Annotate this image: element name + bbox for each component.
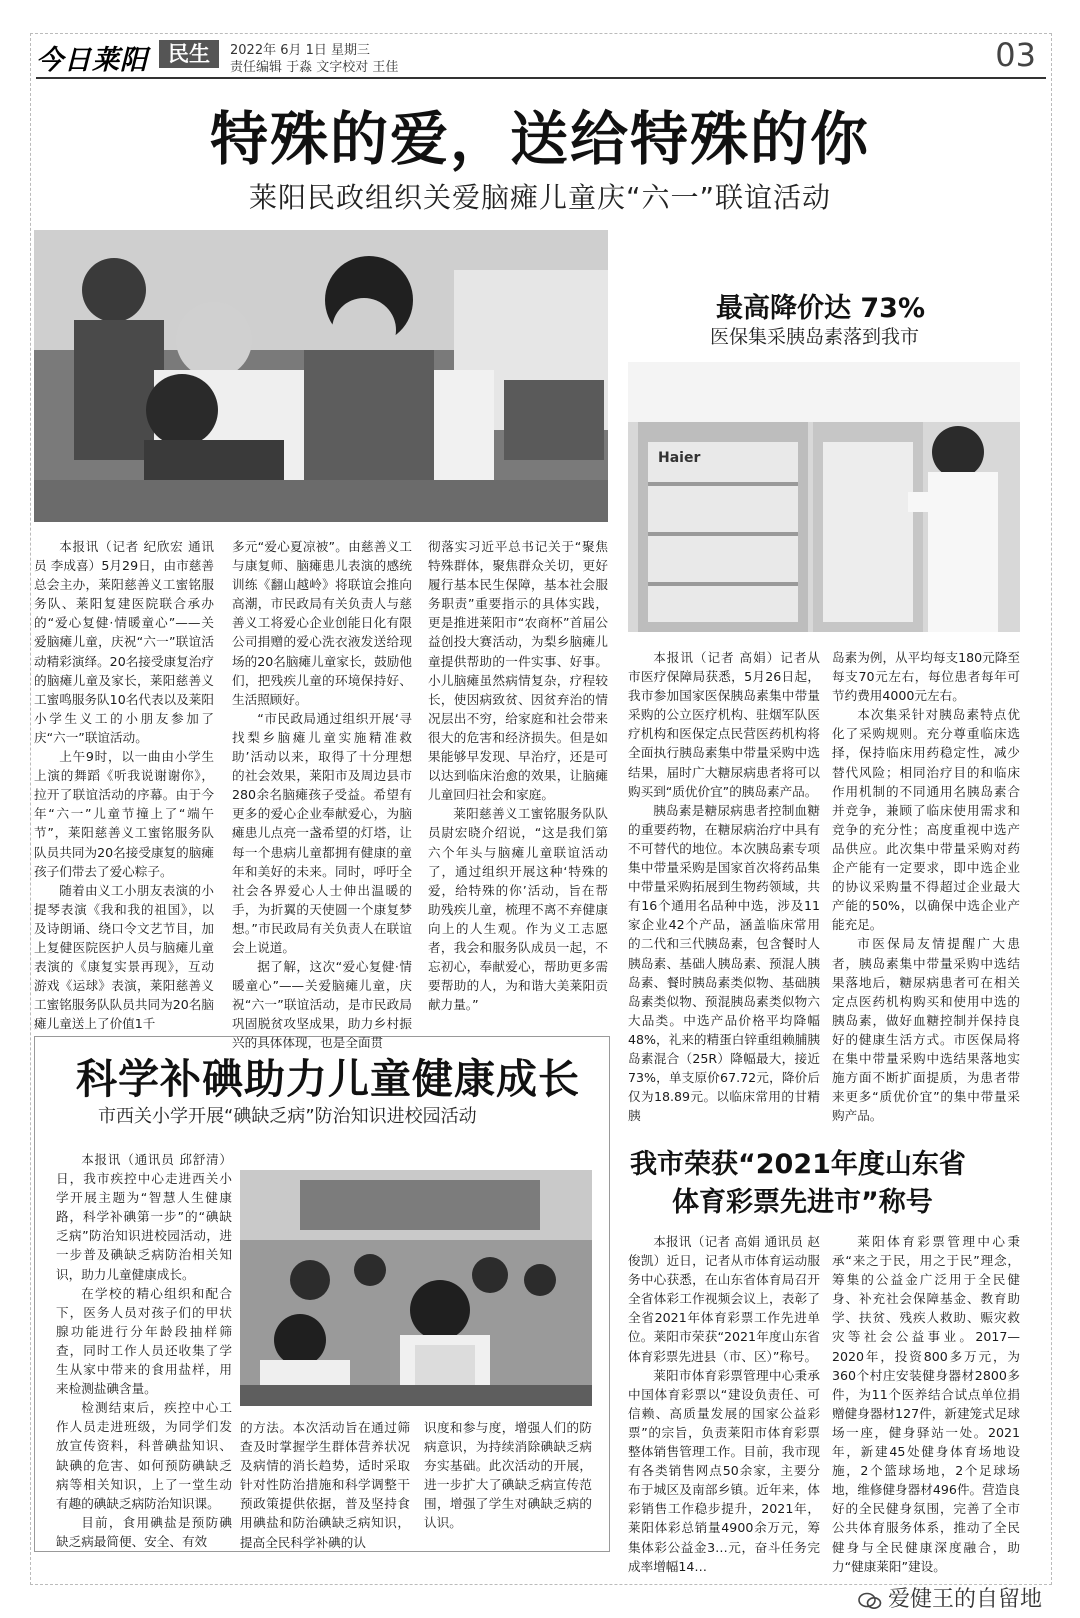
lead-photo-image: [34, 230, 608, 522]
lead-headline: 特殊的爱，送给特殊的你: [209, 105, 870, 173]
newspaper-logo: 今日莱阳: [36, 45, 148, 76]
lead-col3-para-1: 彻落实习近平总书记关于“聚焦特殊群体，聚焦群众关切，更好履行基本民生保障，基本社会服务职责”重要指示的具体实践，更是推进莱阳市“农商杯”首届公益创投大赛活动，为梨乡脑瘫儿童提供帮助的一件实事、好事。小儿脑瘫虽然病情复杂，疗程较长，使因病致贫、因贫弃治的情况层出不穷，给家庭和社会带来很大的危害和经济损失。但是如果能够早发现、早治疗，还是可以达到临床治愈的效果，让脑瘫儿童回归社会和家庭。: [428, 539, 608, 803]
insulin-column-1: [628, 648, 820, 1125]
insulin-column-2: [832, 648, 1020, 1125]
iodine-photo-image: [240, 1170, 592, 1406]
lottery-col1-para-1: 本报讯（记者 高娟 通讯员 赵俊凯）近日，记者从市体育运动服务中心获悉，在山东省体育局召开全省体彩工作视频会议上，表彰了全省2021年体育彩票工作先进单位。莱阳市荣获“2021年度山东省体育彩票先进县（市、区）”称号。: [628, 1234, 820, 1364]
lead-col1-para-1: 本报讯（记者 纪欣宏 通讯员 李成喜）5月29日，由市慈善总会主办，莱阳慈善义工蜜铭服务队、莱阳复建医院联合承办的“爱心复健·情暖童心”——关爱脑瘫儿童，庆祝“六一”联谊活动精彩演绎。20名接受康复治疗的脑瘫儿童及家长，莱阳慈善义工蜜鸣服务队10名代表以及莱阳小学生义工的小朋友参加了庆“六一”联谊活动。: [34, 539, 214, 745]
iodine-photo: [240, 1170, 592, 1406]
insulin-col1-para-1: 本报讯（记者 高娟）记者从市医疗保障局获悉，5月26日起，我市参加国家医保胰岛素集中带量采购的公立医疗机构、驻烟军队医疗机构和医保定点民营医药机构将全面执行胰岛素集中带量采购中选结果，届时广大糖尿病患者将可以购买到“质优价宜”的胰岛素产品。: [628, 650, 820, 799]
haier-brand-text: Haier: [658, 450, 701, 466]
lead-col1-para-3: 随着由义工小朋友表演的小提琴表演《我和我的祖国》，以及诗朗诵、绕口令文艺节目，加上复健医院医护人员与脑瘫儿童表演的《康复实景再现》，互动游戏《运球》表演，莱阳慈善义工蜜铭服务队队员共同为20名脑瘫儿童送上了价值1千: [34, 882, 214, 1032]
iodine-col1-para-1: 本报讯（通讯员 邱舒清）日，我市疾控中心走进西关小学开展主题为“智慧人生健康路，科学补碘第一步”的“碘缺乏病”防治知识进校园活动，进一步普及碘缺乏病防治相关知识，助力儿童健康成长。: [56, 1152, 232, 1282]
iodine-subheadline: 市西关小学开展“碘缺乏病”防治知识进校园活动: [98, 1106, 477, 1127]
insulin-photo: [628, 362, 1020, 632]
lead-column-3: [428, 537, 608, 1014]
lottery-headline-line-2: 体育彩票先进市”称号: [672, 1187, 933, 1218]
lottery-column-2: [832, 1232, 1020, 1576]
lead-col2-para-3: 据了解，这次“爱心复健·情暖童心”——关爱脑瘫儿童，庆祝“六一”联谊活动，是市民政局巩固脱贫攻坚成果，助力乡村振兴的具体体现，也是全面贯: [232, 959, 412, 1051]
iodine-col1-para-2: 在学校的精心组织和配合下，医务人员对孩子们的甲状腺功能进行分年龄段抽样筛查，同时工作人员还收集了学生从家中带来的食用盐样，用来检测盐碘含量。: [56, 1285, 232, 1397]
lottery-col2-para-1: 莱阳体育彩票管理中心秉承“来之于民，用之于民”理念，筹集的公益金广泛用于全民健身、补充社会保障基金、教育助学、扶贫、残疾人救助、赈灾救灾等社会公益事业。2017—2020年，投资800多万元，为360个村庄安装健身器材2800多件，为11个医养结合试点单位捐赠健身器材127件，新建笼式足球场一座，健身驿站一处。2021年，新建45处健身体育场地设施，2个篮球场地，2个足球场地，维修健身器材496件。营造良好的全民健身氛围，完善了全市公共体育服务体系，推动了全民健身与全民健康深度融合，助力“健康莱阳”建设。: [832, 1234, 1020, 1574]
lead-subheadline: 莱阳民政组织关爱脑瘫儿童庆“六一”联谊活动: [248, 181, 831, 214]
iodine-headline: 科学补碘助力儿童健康成长: [76, 1055, 580, 1103]
iodine-col3-para-1: 识度和参与度，增强人们的防病意识，为持续消除碘缺乏病夯实基础。此次活动的开展，进一步扩大了碘缺乏病宣传范围，增强了学生对碘缺乏病的认识。: [424, 1420, 592, 1531]
insulin-photo-image: [628, 362, 1020, 632]
insulin-col2-para-1: 岛素为例，从平均每支180元降至每支70元左右，每位患者每年可节约费用4000元左右。: [832, 650, 1020, 704]
iodine-col1-para-3: 检测结束后，疾控中心工作人员走进班级，为同学们发放宣传资料，科普碘盐知识、缺碘的危害、如何预防碘缺乏病等相关知识，上了一堂生动有趣的碘缺乏病防治知识课。: [56, 1400, 232, 1511]
section-tag: 民生: [159, 40, 219, 68]
lead-col1-para-2: 上午9时，以一曲由小学生上演的舞蹈《听我说谢谢你》，拉开了联谊活动的序幕。由于今年“六一”儿童节撞上了“端午节”，莱阳慈善义工蜜铭服务队队员共同为20名接受康复的脑瘫孩子们带去了爱心粽子。: [34, 749, 214, 879]
editor-credits: 责任编辑 于淼 文字校对 王佳: [230, 60, 399, 75]
lead-col3-para-2: 莱阳慈善义工蜜铭服务队队员尉宏晓介绍说，“这是我们第六个年头与脑瘫儿童联谊活动了，通过组织开展这种‘特殊的爱，给特殊的你’活动，旨在帮助残疾儿童，梳理不离不弃健康向上的人生观。作为义工志愿者，我会和服务队成员一起，不忘初心，奉献爱心，帮助更多需要帮助的人，为和谐大美莱阳贡献力量。”: [428, 806, 608, 1013]
account-watermark: [858, 1582, 1042, 1613]
iodine-column-3: [424, 1418, 592, 1533]
insulin-subheadline: 医保集采胰岛素落到我市: [710, 326, 920, 348]
lead-col2-para-1: 多元“爱心夏凉被”。由慈善义工与康复师、脑瘫患儿表演的感统训练《翻山越岭》将联谊会推向高潮，市民政局有关负责人与慈善义工将爱心企业创能日化有限公司捐赠的爱心洗衣液发送给现场的20名脑瘫儿童家长，鼓励他们，把残疾儿童的环境保持好、生活照顾好。: [232, 539, 412, 707]
lead-column-1: [34, 537, 214, 1033]
insulin-headline: 最高降价达 73%: [716, 293, 926, 324]
iodine-col2-para-1: 的方法。本次活动旨在通过筛查及时掌握学生群体营养状况及病情的消长趋势，适时采取针对性防治措施和科学调整干预政策提供依据，普及坚持食用碘盐和防治碘缺乏病知识，提高全民科学补碘的认: [240, 1420, 410, 1550]
lottery-headline-line-1: 我市荣获“2021年度山东省: [630, 1149, 966, 1180]
masthead: [36, 38, 1046, 74]
page-number: 03: [995, 36, 1036, 74]
lead-column-2: [232, 537, 412, 1053]
insulin-col2-para-2: 本次集采针对胰岛素特点优化了采购规则。充分尊重临床选择，保持临床用药稳定性，减少替代风险；相同治疗目的和临床作用机制的不同通用名胰岛素合并竞争，兼顾了临床使用需求和竞争的充分性；高度重视中选产品供应。此次集中带量采购对药企产能有一定要求，即中选企业的协议采购量不得超过企业最大产能的50%，以确保中选企业产能充足。: [832, 707, 1020, 933]
lead-col2-para-2: “市民政局通过组织开展‘寻找梨乡脑瘫儿童实施精准救助’活动以来，取得了十分理想的社会效果，莱阳市及周边县市280余名脑瘫孩子受益。希望有更多的爱心企业奉献爱心，为脑瘫患儿点亮一盏希望的灯塔，让每一个患病儿童都拥有健康的童年和美好的未来。同时，呼吁全社会各界爱心人士伸出温暖的手，为折翼的天使圆一个康复梦想。”市民政局有关负责人在联谊会上说道。: [232, 710, 412, 955]
wechat-icon: [858, 1591, 882, 1609]
iodine-column-2: [240, 1418, 410, 1552]
lottery-col1-para-2: 莱阳市体育彩票管理中心秉承中国体育彩票以“建设负责任、可信赖、高质量发展的国家公益彩票”的宗旨，负责莱阳市体育彩票整体销售管理工作。目前，我市现有各类销售网点50余家，主要分布于城区及南部乡镇。近年来，体彩销售工作稳步提升，2021年，莱阳体彩总销量4900余万元，筹集体彩公益金3…元，奋斗任务完成率增幅14…: [628, 1367, 820, 1574]
insulin-col1-para-2: 胰岛素是糖尿病患者控制血糖的重要药物，在糖尿病治疗中具有不可替代的地位。本次胰岛素专项集中带量采购是国家首次将药品集中带量采购拓展到生物药领域，共有16个通用名品种中选，涉及11家企业42个产品，涵盖临床常用的二代和三代胰岛素，包含餐时人胰岛素、基础人胰岛素、预混人胰岛素、餐时胰岛素类似物、基础胰岛素类似物、预混胰岛素类似物六大品类。中选产品价格平均降幅48%，礼来的精蛋白锌重组赖脯胰岛素混合（25R）降幅最大，接近73%，单支原价67.72元，降价后仅为18.89元。以临床常用的甘精胰: [628, 802, 820, 1124]
iodine-column-1: [56, 1150, 232, 1551]
lottery-column-1: [628, 1232, 820, 1576]
iodine-col1-para-4: 目前，食用碘盐是预防碘缺乏病最简便、安全、有效: [56, 1514, 232, 1549]
issue-date: 2022年 6月 1日 星期三: [230, 43, 371, 58]
watermark-text: 爱健王的自留地: [887, 1587, 1042, 1612]
insulin-col2-para-3: 市医保局友情提醒广大患者，胰岛素集中带量采购中选结果落地后，糖尿病患者可在相关定点医药机构购买和使用中选的胰岛素，做好血糖控制并保持良好的健康生活方式。市医保局将在集中带量采购中选结果落地实施方面不断扩面提质，为患者带来更多“质优价宜”的集中带量采购产品。: [832, 936, 1020, 1124]
lead-photo: [34, 230, 608, 522]
masthead-rule: [36, 77, 1046, 79]
